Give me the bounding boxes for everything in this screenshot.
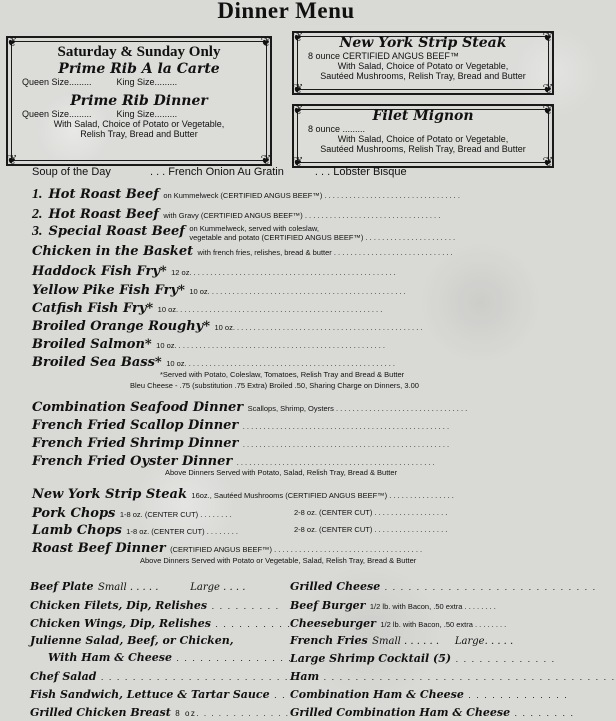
item-desc: . . . . . . . . . . . . . bbox=[468, 690, 569, 700]
item-desc: on Kummelweck, served with coleslaw, bbox=[189, 224, 319, 233]
lower-right-item bbox=[290, 649, 556, 667]
ornament-icon: ❦ bbox=[260, 152, 272, 167]
ornament-icon: ❦ bbox=[542, 29, 554, 44]
item-name: Ham bbox=[290, 670, 320, 683]
item-desc-2: vegetable and potato (CERTIFIED ANGUS BEEF™) . . . . . . . . . . . . . . . . . . . . . . bbox=[189, 233, 456, 242]
item-desc: with Gravy (CERTIFIED ANGUS BEEF™) . . . . . . . . . . . . . . . . . . . . . . . . . . . . . . . . . bbox=[163, 211, 441, 220]
ornament-icon: ❦ bbox=[292, 81, 304, 96]
item-desc: 16oz., Sautéed Mushrooms (CERTIFIED ANGUS BEEF™) . . . . . . . . . . . . . . . . bbox=[191, 491, 454, 500]
item-name: Broiled Sea Bass* bbox=[32, 355, 162, 370]
item-desc-left: 1-8 oz. (CENTER CUT) . . . . . . . . bbox=[119, 510, 232, 519]
item-name: French Fries bbox=[290, 634, 368, 647]
item-number: 1. bbox=[32, 187, 43, 202]
ornament-icon: ❦ bbox=[542, 102, 554, 117]
item-name: Broiled Orange Roughy* bbox=[32, 319, 211, 334]
item-name: Grilled Combination Ham & Cheese bbox=[290, 706, 511, 719]
item-name: Cheeseburger bbox=[290, 617, 376, 630]
soup-item-1: . . . French Onion Au Gratin bbox=[149, 166, 284, 178]
menu-title: Dinner Menu bbox=[217, 0, 355, 23]
filet-mignon-box bbox=[292, 104, 554, 168]
ornament-icon: ❦ bbox=[542, 154, 554, 169]
item-desc: 10 oz. . . . . . . . . . . . . . . . . . . . . . . . . . . . . . . . . . . . . . . . . . . . . . . . . . . bbox=[166, 359, 395, 368]
menu-item bbox=[32, 222, 455, 242]
lower-left-item bbox=[30, 685, 286, 703]
lower-left-item bbox=[30, 596, 280, 614]
menu-item bbox=[32, 185, 460, 203]
item-name: Pork Chops bbox=[32, 506, 116, 521]
lower-right-item bbox=[290, 685, 568, 703]
ny-heading: New York Strip Steak bbox=[339, 35, 507, 51]
ny-strip-box bbox=[292, 31, 554, 95]
item-name: French Fried Shrimp Dinner bbox=[32, 436, 239, 451]
item-name: Chicken Wings, Dip, Relishes bbox=[30, 617, 211, 630]
ny-line-1: 8 ounce CERTIFIED ANGUS BEEF™ bbox=[308, 51, 459, 61]
filet-line-2: With Salad, Choice of Potato or Vegetable, bbox=[337, 134, 509, 144]
item-desc: . . bbox=[274, 690, 287, 700]
lower-left-item bbox=[48, 648, 292, 666]
item-desc: . . . . . . . . . . . . . . . . . . . . . . . . . . . . . . . . . . . . . . . . . . . . . . . . bbox=[236, 458, 435, 467]
item-desc: on Kummelweck (CERTIFIED ANGUS BEEF™) . . . . . . . . . . . . . . . . . . . . . . . . . . . . . . . . . bbox=[163, 191, 460, 200]
item-name: Beef Burger bbox=[290, 599, 366, 612]
item-name: Roast Beef Dinner bbox=[32, 541, 166, 556]
lower-left-item bbox=[30, 631, 234, 649]
lower-left-item bbox=[30, 667, 297, 685]
seafood-item bbox=[32, 416, 449, 434]
lower-right-item bbox=[290, 631, 513, 649]
item-desc: . . . . . . . . . . . . . . . . . . . . . . . . . bbox=[100, 672, 297, 682]
item-desc: 12 oz. . . . . . . . . . . . . . . . . . . . . . . . . . . . . . . . . . . . . . . . . . . . . . . . . . bbox=[171, 268, 396, 277]
dinner-desc-2: Relish Tray, Bread and Butter bbox=[80, 129, 198, 139]
ornament-icon: ❦ bbox=[542, 81, 554, 96]
item-name: New York Strip Steak bbox=[32, 487, 187, 502]
item-name: Broiled Salmon* bbox=[32, 337, 152, 352]
filet-heading: Filet Mignon bbox=[372, 108, 474, 124]
ornament-icon: ❦ bbox=[292, 102, 304, 117]
item-desc: 8 oz. . . . . . . . . . . . . bbox=[175, 709, 290, 718]
roast-beef-item bbox=[32, 539, 422, 557]
item-desc: . . . . . . . . . . . . . . . . . . . . . . . . . . . . . . . . . . . . . bbox=[323, 672, 616, 682]
item-desc: 1/2 lb. with Bacon, .50 extra . . . . . . . . bbox=[369, 602, 496, 611]
item-name: Large Shrimp Cocktail (5) bbox=[290, 652, 452, 665]
prime-rib-carte: Prime Rib A la Carte bbox=[58, 61, 220, 77]
soup-label: Soup of the Day bbox=[32, 166, 111, 178]
lamb-chops-item bbox=[32, 521, 238, 539]
ornament-icon: ❦ bbox=[292, 154, 304, 169]
lower-right-item bbox=[290, 596, 496, 614]
item-desc: . . . . . . . . . . . . . bbox=[455, 654, 556, 664]
item-desc: 10 oz. . . . . . . . . . . . . . . . . . . . . . . . . . . . . . . . . . . . . . . . . . . . . . . . . . . bbox=[156, 341, 385, 350]
item-name: Hot Roast Beef bbox=[48, 207, 159, 222]
item-desc: 10 oz. . . . . . . . . . . . . . . . . . . . . . . . . . . . . . . . . . . . . . . . . . . . . . . . . . bbox=[157, 305, 383, 314]
ny-strip-item bbox=[32, 485, 454, 503]
menu-item bbox=[32, 299, 382, 317]
item-desc: . . . . . . . . . . bbox=[215, 619, 292, 629]
seafood-item bbox=[32, 398, 467, 416]
menu-item bbox=[32, 353, 395, 371]
menu-item bbox=[32, 262, 396, 280]
item-desc: 10 oz. . . . . . . . . . . . . . . . . . . . . . . . . . . . . . . . . . . . . . . . . . . . . . bbox=[214, 323, 423, 332]
ornament-icon: ❦ bbox=[260, 34, 272, 49]
item-name: French Fried Oyster Dinner bbox=[32, 454, 233, 469]
lower-right-item bbox=[290, 614, 506, 632]
item-desc: . . . . . . . . . . . . . . . . . . . . . . . . . . . . . . . . . . . . . . . . . . . . . . . . . . bbox=[242, 422, 450, 431]
item-desc: Small . . . . . . Large. . . . . bbox=[372, 636, 514, 647]
seafood-note: Above Dinners Served with Potato, Salad, Relish Tray, Bread & Butter bbox=[165, 468, 398, 477]
menu-item bbox=[32, 281, 406, 299]
item-name: Grilled Chicken Breast bbox=[30, 706, 171, 719]
item-name: Julienne Salad, Beef, or Chicken, bbox=[30, 634, 234, 647]
filet-line-3: Sautéed Mushrooms, Relish Tray, Bread and Butter bbox=[320, 144, 526, 154]
item-desc: . . . . . . . . . . . . . . . . . . . . . . . . . . . bbox=[384, 582, 597, 592]
dinner-sizes: Queen Size......... King Size......... bbox=[22, 109, 178, 119]
seafood-item bbox=[32, 434, 449, 452]
item-name: Yellow Pike Fish Fry* bbox=[32, 283, 185, 298]
item-name: Combination Ham & Cheese bbox=[290, 688, 464, 701]
lamb-chops-right: 2-8 oz. (CENTER CUT) . . . . . . . . . . . . . . . . . . bbox=[294, 525, 448, 534]
dinner-desc-1: With Salad, Choice of Potato or Vegetable, bbox=[53, 119, 225, 129]
ornament-icon: ❦ bbox=[6, 34, 18, 49]
soup-row bbox=[32, 166, 407, 178]
item-name: Lamb Chops bbox=[32, 523, 122, 538]
item-name: With Ham & Cheese bbox=[48, 651, 172, 664]
item-number: 3. bbox=[32, 224, 43, 239]
item-desc: Scallops, Shrimp, Oysters . . . . . . . . . . . . . . . . . . . . . . . . . . . . . . . . bbox=[247, 404, 468, 413]
ornament-icon: ❦ bbox=[6, 152, 18, 167]
ny-line-2: With Salad, Choice of Potato or Vegetable, bbox=[337, 61, 509, 71]
fish-note-1: *Served with Potato, Coleslaw, Tomatoes, Relish Tray and Bread & Butter bbox=[160, 370, 405, 379]
item-desc: . . . . . . . . . . . . . . . . . . . . . . . . . . . . . . . . . . . . . . . . . . . . . . . . . . bbox=[242, 440, 450, 449]
ny-line-3: Sautéed Mushrooms, Relish Tray, Bread and Butter bbox=[320, 71, 526, 81]
prime-rib-dinner: Prime Rib Dinner bbox=[70, 93, 208, 109]
item-name: Chicken in the Basket bbox=[32, 244, 194, 259]
item-name: Catfish Fish Fry* bbox=[32, 301, 154, 316]
ornament-icon: ❦ bbox=[292, 29, 304, 44]
lower-left-item bbox=[30, 577, 245, 595]
item-name: French Fried Scallop Dinner bbox=[32, 418, 239, 433]
lower-left-item bbox=[30, 614, 291, 632]
weekend-heading: Saturday & Sunday Only bbox=[57, 44, 221, 60]
soup-item-2: . . . Lobster Bisque bbox=[314, 166, 407, 178]
lower-right-item bbox=[290, 577, 597, 595]
item-number: 2. bbox=[32, 207, 43, 222]
item-name: Special Roast Beef bbox=[48, 224, 185, 239]
item-desc: with french fries, relishes, bread & butter . . . . . . . . . . . . . . . . . . . . . . . . . . . . . bbox=[197, 248, 453, 257]
menu-item bbox=[32, 205, 440, 223]
menu-item bbox=[32, 242, 453, 260]
lower-right-item bbox=[290, 667, 616, 685]
menu-item bbox=[32, 335, 385, 353]
menu-item bbox=[32, 317, 422, 335]
item-desc: . . . . . . . . . . . . . . . bbox=[176, 653, 293, 663]
item-desc: 10 oz. . . . . . . . . . . . . . . . . . . . . . . . . . . . . . . . . . . . . . . . . . . . . . . . bbox=[189, 287, 406, 296]
fish-note-2: Bleu Cheese - .75 (substitution .75 Extra) Broiled .50, Sharing Charge on Dinners, 3.00 bbox=[130, 381, 419, 390]
weekend-special-box bbox=[6, 36, 272, 166]
item-desc: 1/2 lb. with Bacon, .50 extra . . . . . . . . bbox=[380, 620, 507, 629]
meats-note: Above Dinners Served with Potato or Vegetable, Salad, Relish Tray, Bread & Butter bbox=[140, 556, 417, 565]
pork-chops-item bbox=[32, 504, 232, 522]
item-desc: (CERTIFIED ANGUS BEEF™) . . . . . . . . . . . . . . . . . . . . . . . . . . . . . . . . . . . . bbox=[170, 545, 423, 554]
carte-sizes: Queen Size......... King Size......... bbox=[22, 77, 178, 87]
item-desc: Small . . . . . Large . . . . bbox=[97, 582, 246, 593]
item-name: Combination Seafood Dinner bbox=[32, 400, 244, 415]
item-name: Chef Salad bbox=[30, 670, 97, 683]
item-name: Beef Plate bbox=[30, 580, 94, 593]
item-desc: . . . . . . . . bbox=[514, 708, 575, 718]
pork-chops-right: 2-8 oz. (CENTER CUT) . . . . . . . . . . . . . . . . . . bbox=[294, 508, 448, 517]
lower-left-item bbox=[30, 703, 289, 721]
item-desc-left: 1-8 oz. (CENTER CUT) . . . . . . . . bbox=[126, 527, 238, 536]
item-name: Fish Sandwich, Lettuce & Tartar Sauce bbox=[30, 688, 270, 701]
item-name: Chicken Filets, Dip, Relishes bbox=[30, 599, 208, 612]
lower-right-item bbox=[290, 703, 575, 721]
filet-line-1: 8 ounce ......... bbox=[308, 124, 366, 134]
item-name: Hot Roast Beef bbox=[48, 187, 159, 202]
item-name: Grilled Cheese bbox=[290, 580, 381, 593]
item-desc: . . . . . . . . . bbox=[211, 601, 280, 611]
item-name: Haddock Fish Fry* bbox=[32, 264, 167, 279]
